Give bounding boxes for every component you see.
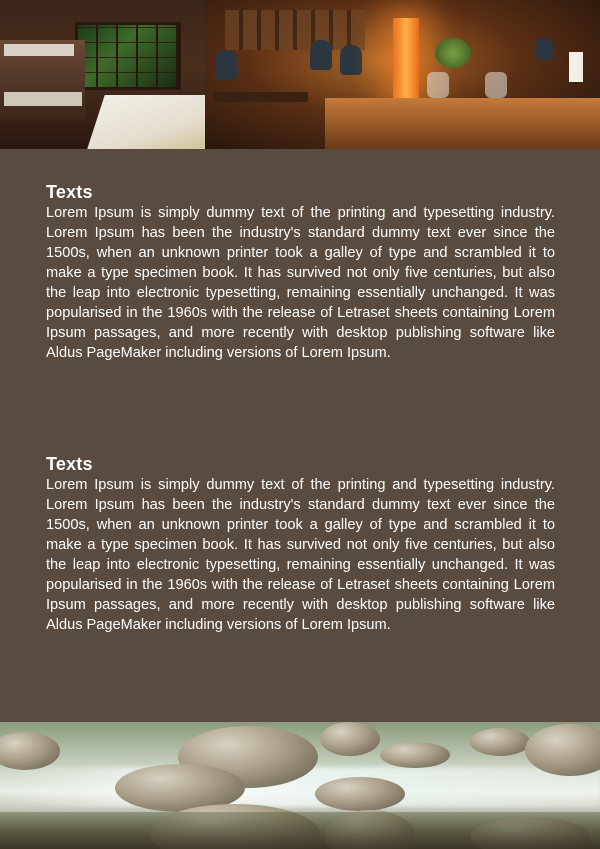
bed bbox=[85, 95, 205, 149]
text-section bbox=[46, 453, 555, 635]
bunk-bed bbox=[0, 40, 85, 120]
mossy-bank bbox=[0, 812, 600, 849]
dorm-window bbox=[75, 22, 181, 90]
cafe-shelf bbox=[225, 10, 365, 50]
cafe-guest bbox=[310, 40, 332, 70]
cafe-guest bbox=[340, 45, 362, 75]
glass-jar bbox=[427, 72, 449, 98]
section-body: Lorem Ipsum is simply dummy text of the printing and typesetting industry. Lorem Ipsum has been the industry's standard dummy text ever since the 1500s, when an unknown printer took a galley of type and scrambled it to make a type specimen book. It has survived not only five centuries, but also the leap into electronic typesetting, remaining essentially unchanged. It was popularised in the 1960s with the release of Letraset sheets containing Lorem Ipsum passages, and more recently with desktop publishing software like Aldus PageMaker including versions of Lorem Ipsum. bbox=[46, 205, 555, 361]
cafe-photo bbox=[205, 0, 600, 149]
section-body: Lorem Ipsum is simply dummy text of the printing and typesetting industry. Lorem Ipsum has been the industry's standard dummy text ever since the 1500s, when an unknown printer took a galley of type and scrambled it to make a type specimen book. It has survived not only five centuries, but also the leap into electronic typesetting, remaining essentially unchanged. It was popularised in the 1960s with the release of Letraset sheets containing Lorem Ipsum passages, and more recently with desktop publishing software like Aldus PageMaker including versions of Lorem Ipsum. bbox=[46, 477, 555, 633]
cafe-guest bbox=[215, 50, 237, 80]
menu-stand bbox=[569, 52, 583, 82]
paper-lamp bbox=[393, 18, 419, 102]
river-rock bbox=[315, 777, 405, 811]
cafe-guest bbox=[535, 38, 553, 60]
river-rocks-photo bbox=[0, 722, 600, 849]
section-heading: Texts bbox=[46, 454, 93, 474]
bar-counter bbox=[325, 98, 600, 149]
dormitory-photo bbox=[0, 0, 205, 149]
river-rock bbox=[320, 722, 380, 756]
river-rock bbox=[0, 732, 60, 770]
river-rock bbox=[470, 728, 530, 756]
header-photo-strip bbox=[0, 0, 600, 149]
section-heading: Texts bbox=[46, 182, 93, 202]
river-rock bbox=[380, 742, 450, 768]
text-section bbox=[46, 181, 555, 363]
glass-jar bbox=[485, 72, 507, 98]
cafe-table bbox=[213, 92, 308, 102]
potted-plant bbox=[435, 38, 471, 68]
